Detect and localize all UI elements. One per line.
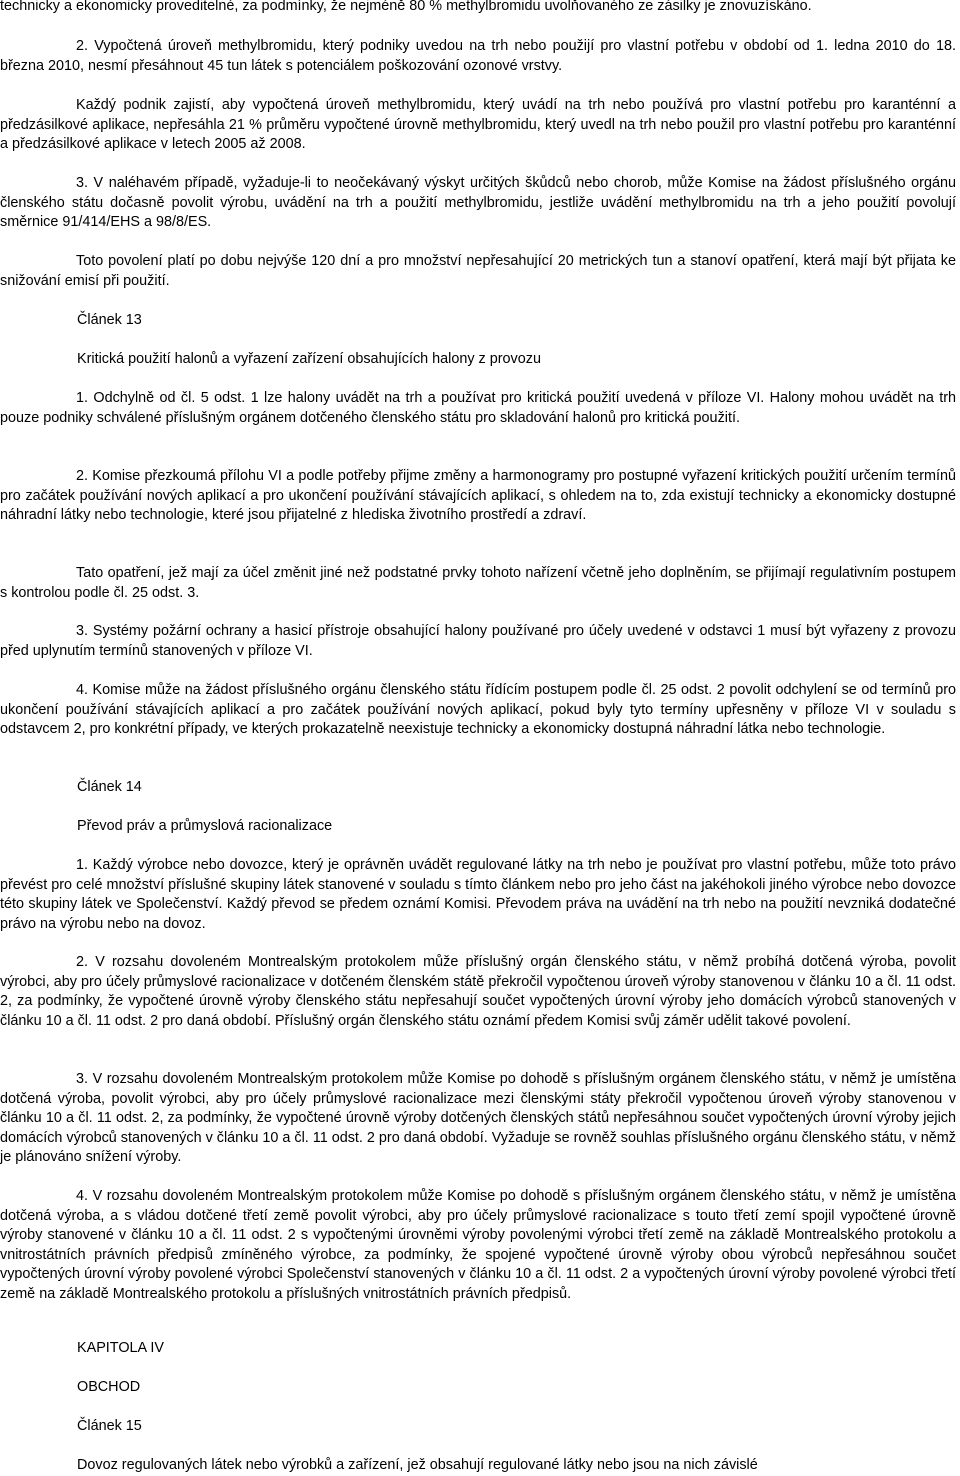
chapter-iv-heading: KAPITOLA IV bbox=[77, 1340, 164, 1356]
article-15-title: Dovoz regulovaných látek nebo výrobků a zařízení, jež obsahují regulované látky nebo jsou na nich závislé bbox=[77, 1457, 758, 1473]
paragraph-third-country-rationalisation: 4. V rozsahu dovoleném Montrealským protokolem může Komise po dohodě s příslušným orgánem členského státu, v němž je umístěna dotčená výroba, a s vládou dotčené třetí země povolit výrobci, aby pro účely průmyslové racionalizace s touto třetí zemí spojil vypočtené úrovně výroby stanovené v článku 10 a čl. 11 odst. 2 s vypočtenými úrovněmi výroby povolenými výrobci třetí země na základě Montrealského protokolu a vnitrostátních právních předpisů zmíněného výrobce, za podmínky, že spojené vypočtené úrovně výroby obou výrobců nepřesáhnou součet vypočtených úrovní výroby povolené výrobci Společenství stanovených v článku 10 a čl. 11 odst. 2 a vypočtených úrovní výroby povolené výrobci třetí země na základě Montrealského protokolu a příslušných vnitrostátních právních předpisů. bbox=[0, 1188, 956, 1302]
article-13-title: Kritická použití halonů a vyřazení zařízení obsahujících halony z provozu bbox=[77, 351, 541, 367]
article-15-heading: Článek 15 bbox=[77, 1418, 142, 1434]
paragraph-quarantine-limit: Každý podnik zajistí, aby vypočtená úroveň methylbromidu, který uvádí na trh nebo používá pro vlastní potřebu pro karanténní a předzásilkové aplikace, nepřesáhla 21 % průměru vypočtené úrovně methylbromidu, který uvedl na trh nebo použil pro vlastní potřebu pro karanténní a předzásilkové aplikace v letech 2005 až 2008. bbox=[0, 97, 956, 152]
article-14-heading: Článek 14 bbox=[77, 779, 142, 795]
article-13-heading: Článek 13 bbox=[77, 312, 142, 328]
paragraph-methylbromide-limit-2010: 2. Vypočtená úroveň methylbromidu, který podniky uvedou na trh nebo použijí pro vlastní potřebu v období od 1. ledna 2010 do 18. března 2010, nesmí přesáhnout 45 tun látek s potenciálem poškozování ozonové vrstvy. bbox=[0, 38, 956, 74]
chapter-iv-title: OBCHOD bbox=[77, 1379, 141, 1395]
paragraph-rights-transfer: 1. Každý výrobce nebo dovozce, který je oprávněn uvádět regulované látky na trh nebo je používat pro vlastní potřebu, může toto právo převést pro celé množství příslušné skupiny látek stanovené v souladu s tímto článkem nebo pro jeho část na jakéhokoli jiného výrobce nebo dovozce této skupiny látek ve Společenství. Každý převod se předem oznámí Komisi. Převodem práva na uvádění na trh nebo na použití nevzniká dodatečné právo na výrobu nebo na dovoz. bbox=[0, 857, 956, 932]
paragraph-derogation: 4. Komise může na žádost příslušného orgánu členského státu řídícím postupem podle čl. 25 odst. 2 povolit odchylení se od termínů pro ukončení používání stávajících aplikací a pro začátek používání nových aplikací, pokud byly tyto termíny upřesněny v příloze VI v souladu s odstavcem 2, pro konkrétní případy, ve kterých prokazatelně neexistuje technicky a ekonomicky dostupná náhradní látka nebo technologie. bbox=[0, 682, 956, 737]
paragraph-emergency-use: 3. V naléhavém případě, vyžaduje-li to neočekávaný výskyt určitých škůdců nebo chorob, může Komise na žádost příslušného orgánu členského státu dočasně povolit výrobu, uvádění na trh a použití methylbromidu, jestliže uvádění methylbromidu na trh a jeho použití povolují směrnice 91/414/EHS a 98/8/ES. bbox=[0, 175, 956, 230]
paragraph-member-states-rationalisation: 3. V rozsahu dovoleném Montrealským protokolem může Komise po dohodě s příslušným orgánem členského státu, v němž je umístěna dotčená výroba, povolit výrobci, aby pro účely průmyslové racionalizace mezi členskými státy překročil vypočtenou úroveň výroby stanovenou v článku 10 a čl. 11 odst. 2, za podmínky, že vypočtené úrovně výroby dotčených členských států nepřesáhnou součet vypočtených úrovní výroby jejich domácích výrobců stanovených v článku 10 a čl. 11 odst. 2 pro daná období. Vyžaduje se rovněž souhlas příslušného orgánu členského státu, v němž je plánováno snížení výroby. bbox=[0, 1071, 956, 1165]
paragraph-fire-protection: 3. Systémy požární ochrany a hasicí přístroje obsahující halony používané pro účely uvedené v odstavci 1 musí být vyřazeny z provozu před uplynutím termínů stanovených v příloze VI. bbox=[0, 623, 956, 659]
paragraph-halon-critical-uses: 1. Odchylně od čl. 5 odst. 1 lze halony uvádět na trh a používat pro kritická použití uvedená v příloze VI. Halony mohou uvádět na trh pouze podniky schválené příslušným orgánem dotčeného členského státu pro skladování halonů pro kritická použití. bbox=[0, 390, 956, 426]
paragraph-annex-review: 2. Komise přezkoumá přílohu VI a podle potřeby přijme změny a harmonogramy pro postupné vyřazení kritických použití určením termínů pro začátek používání nových aplikací a pro ukončení používání stávajících aplikací, s ohledem na to, zda existují technicky a ekonomicky dostupné náhradní látky nebo technologie, které jsou přijatelné z hlediska životního prostředí a zdraví. bbox=[0, 468, 956, 523]
article-14-title: Převod práv a průmyslová racionalizace bbox=[77, 818, 333, 834]
paragraph-regulatory-procedure: Tato opatření, jež mají za účel změnit jiné než podstatné prvky tohoto nařízení včetně jeho doplněním, se přijímají regulativním postupem s kontrolou podle čl. 25 odst. 3. bbox=[0, 565, 956, 601]
paragraph-fumigation-recovery: technicky a ekonomicky proveditelné, za podmínky, že nejméně 80 % methylbromidu uvolňovaného ze zásilky je znovuzískáno. bbox=[0, 0, 812, 14]
paragraph-permit-duration: Toto povolení platí po dobu nejvýše 120 dní a pro množství nepřesahující 20 metrických tun a stanoví opatření, která mají být přijata ke snižování emisí při použití. bbox=[0, 253, 956, 289]
paragraph-national-rationalisation: 2. V rozsahu dovoleném Montrealským protokolem může příslušný orgán členského státu, v němž probíhá dotčená výroba, povolit výrobci, aby pro účely průmyslové racionalizace v dotčeném členském státě překročil vypočtenou úroveň výroby stanovenou v článku 10 a čl. 11 odst. 2, za podmínky, že vypočtené úrovně výroby členského státu nepřesahují součet vypočtených úrovní výroby jeho domácích výrobců stanovených v článku 10 a čl. 11 odst. 2 pro daná období. Příslušný orgán členského státu oznámí předem Komisi svůj záměr udělit takové povolení. bbox=[0, 954, 956, 1029]
